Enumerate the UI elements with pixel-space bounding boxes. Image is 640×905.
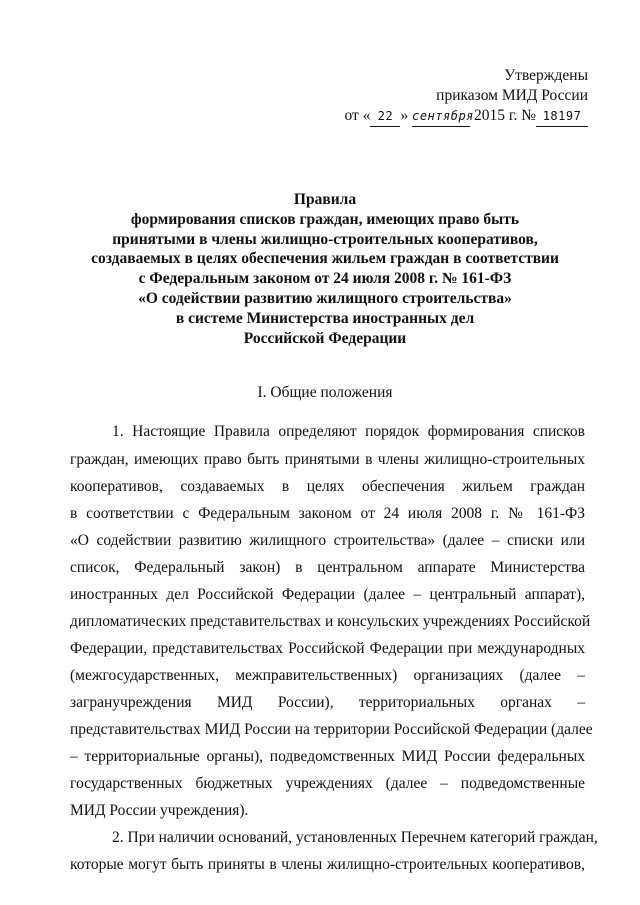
approval-line-1: Утверждены [504, 67, 588, 84]
body-text-line: иностранных дел Российской Федерации (далее – центральный аппарат), [70, 586, 585, 603]
approval-from-prefix: от « [344, 107, 371, 124]
body-text-line: в соответствии с Федеральным законом от 24 июля 2008 г. № 161-ФЗ [70, 505, 585, 522]
body-text-line: 2. При наличии оснований, установленных Перечнем категорий граждан, [112, 829, 598, 846]
body-text-line: государственных бюджетных учреждениях (далее – подведомственные [70, 775, 585, 792]
body-text-line: МИД России учреждения). [70, 802, 249, 819]
title-line: создаваемых в целях обеспечения жильем граждан в соответствии [91, 250, 559, 268]
approval-date-line [288, 106, 588, 127]
body-text-line: (межгосударственных, межправительственных) организациях (далее – [70, 667, 585, 684]
approval-stamp [288, 66, 588, 127]
body-text-line: которые могут быть приняты в члены жилищно-строительных кооперативов, [70, 856, 585, 873]
approval-month: сентября [412, 106, 470, 127]
title-line: Правила [293, 191, 357, 208]
approval-quote-close: » [400, 107, 409, 124]
title-line: с Федеральным законом от 24 июля 2008 г. № 161-ФЗ [138, 270, 512, 288]
body-text-line: 1. Настоящие Правила определяют порядок формирования списков [112, 423, 585, 440]
title-line: Российской Федерации [243, 329, 407, 347]
body-text-line: загранучреждения МИД России), территориальных органах – [70, 694, 585, 711]
approval-day: 22 [370, 106, 400, 127]
title-line: в системе Министерства иностранных дел [175, 309, 475, 327]
body-text-line: «О содействии развитию жилищного строительства» (далее – списки или [70, 532, 585, 549]
body-text-line: представительствах МИД России на территории Российской Федерации (далее [70, 721, 593, 738]
body-text-line: – территориальные органы), подведомственных МИД России федеральных [70, 748, 585, 765]
approval-line-2: приказом МИД России [436, 87, 588, 104]
title-line: «О содействии развитию жилищного строительства» [138, 289, 512, 307]
body-text-line: граждан, имеющих право быть принятыми в члены жилищно-строительных [70, 451, 585, 468]
title-line: формирования списков граждан, имеющих право быть [130, 210, 520, 228]
body-text-line: кооперативов, создаваемых в целях обеспечения жильем граждан [70, 478, 585, 495]
body-text-line: дипломатических представительствах и консульских учреждениях Российской [70, 613, 591, 630]
body-text-line: список, Федеральный закон) в центральном аппарате Министерства [70, 559, 585, 576]
section-heading: I. Общие положения [257, 384, 393, 401]
title-line: принятыми в члены жилищно-строительных кооперативов, [112, 230, 538, 248]
body-text-line: Федерации, представительствах Российской Федерации при международных [70, 640, 585, 657]
document-title [60, 190, 590, 348]
approval-year-suffix: 2015 г. № [473, 107, 536, 124]
approval-number: 18197 [536, 106, 588, 127]
